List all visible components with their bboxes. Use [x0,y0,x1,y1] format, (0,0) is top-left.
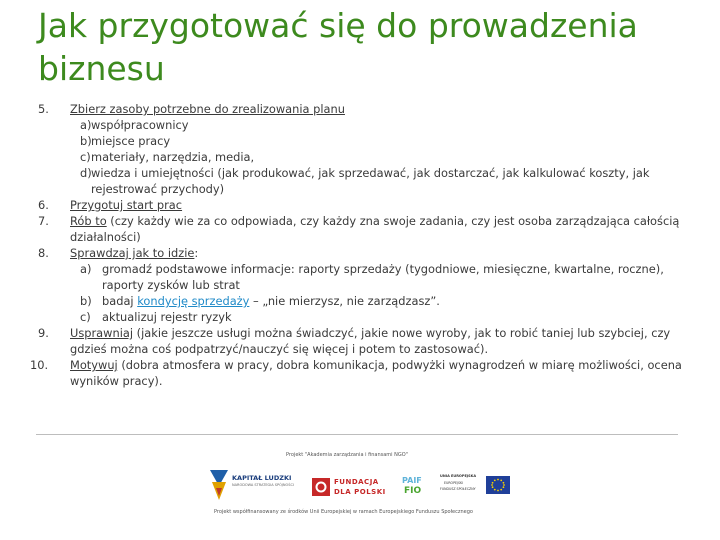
list-item [38,325,718,357]
cofinance-caption: Projekt współfinansowany ze środków Unii Europejskiej w ramach Europejskiego Funduszu Społecznego [214,509,473,515]
sub-item [38,133,718,149]
sub-letter: b) [80,294,92,308]
ue-subtext-1: EUROPEJSKI [444,481,464,485]
list-item [38,101,718,117]
item-number: 5. [38,102,49,116]
fundacja-subtext: DLA POLSKI [334,488,386,496]
sub-item [38,117,718,133]
sub-text: materiały, narzędzia, media, [91,150,255,164]
kapital-ludzki-text: KAPITAŁ LUDZKI [232,474,292,482]
ue-subtext-2: FUNDUSZ SPOŁECZNY [440,487,476,491]
sub-item [38,309,718,325]
item-text: : [194,246,199,260]
item-number: 8. [38,246,49,260]
sub-letter: a) [80,262,92,276]
list-item [38,197,718,213]
item-heading: Usprawniaj [70,326,134,340]
fundacja-dla-polski-logo [312,476,392,500]
divider [36,434,678,435]
sub-item [38,165,718,197]
item-heading: Przygotuj start prac [70,198,183,212]
sub-text: miejsce pracy [91,134,171,148]
sub-text [102,293,718,309]
content-list [30,101,718,389]
sub-text: wiedza i umiejętności (jak produkować, jak sprzedawać, jak dostarczać, jak kalkulować koszty, jak rejestrować przychody) [91,166,650,196]
ue-text: UNIA EUROPEJSKA [440,474,477,478]
item-text: (jakie jeszcze usługi można świadczyć, jakie nowe wyroby, jak to robić taniej lub szybciej, czy gdzieś można coś podpatrzyć/nauczyć się więcej i potem to zastosować). [70,326,671,356]
item-text: (dobra atmosfera w pracy, dobra komunikacja, podwyżki wynagrodzeń w miarę możliwości, ocena wyników pracy). [70,358,682,388]
fundacja-text: FUNDACJA [334,478,379,486]
item-number: 9. [38,326,49,340]
item-number: 10. [30,358,49,372]
eu-flag-icon [486,476,510,494]
sub-letter: c) [80,150,91,164]
project-caption: Projekt "Akademia zarządzania i finansami NGO" [286,452,409,458]
sub-letter: a) [80,118,92,132]
unia-europejska-logo [440,470,512,500]
sub-text-post: – „nie mierzysz, nie zarządzasz”. [249,294,440,308]
item-text: (czy każdy wie za co odpowiada, czy każdy zna swoje zadania, czy jest osoba zarządzająca całością działalności) [70,214,680,244]
kapital-ludzki-subtext: NARODOWA STRATEGIA SPÓJNOŚCI [232,483,294,487]
sub-item [38,261,718,293]
item-heading: Rób to [70,214,107,228]
sub-text: aktualizuj rejestr ryzyk [102,310,232,324]
sub-letter: b) [80,134,92,148]
fundacja-icon [312,478,330,496]
sub-letter: d) [80,166,92,180]
item-heading: Sprawdzaj jak to idzie [70,246,195,260]
fio-text-bottom: FIO [404,486,422,496]
list-item [38,245,718,261]
list-item [38,213,718,245]
kapital-ludzki-icon [208,468,230,502]
fio-text-top: PAIF [402,476,422,485]
kondycja-sprzedazy-link[interactable]: kondycję sprzedaży [137,294,250,308]
footer [0,436,720,540]
list-item [30,357,718,389]
item-heading: Zbierz zasoby potrzebne do zrealizowania planu [70,102,345,116]
sub-item [38,149,718,165]
fio-logo [400,476,430,502]
kapital-ludzki-logo [208,466,300,504]
sub-letter: c) [80,310,91,324]
sub-text: gromadź podstawowe informacje: raporty sprzedaży (tygodniowe, miesięczne, kwartalne, roczne), raporty zysków lub strat [102,262,664,292]
sub-text: współpracownicy [91,118,189,132]
item-number: 7. [38,214,49,228]
sub-text-pre: badaj [102,294,138,308]
item-heading: Motywuj [70,358,118,372]
sub-item [38,293,718,309]
page-title: Jak przygotować się do prowadzenia biznesu [38,6,638,88]
item-number: 6. [38,198,49,212]
